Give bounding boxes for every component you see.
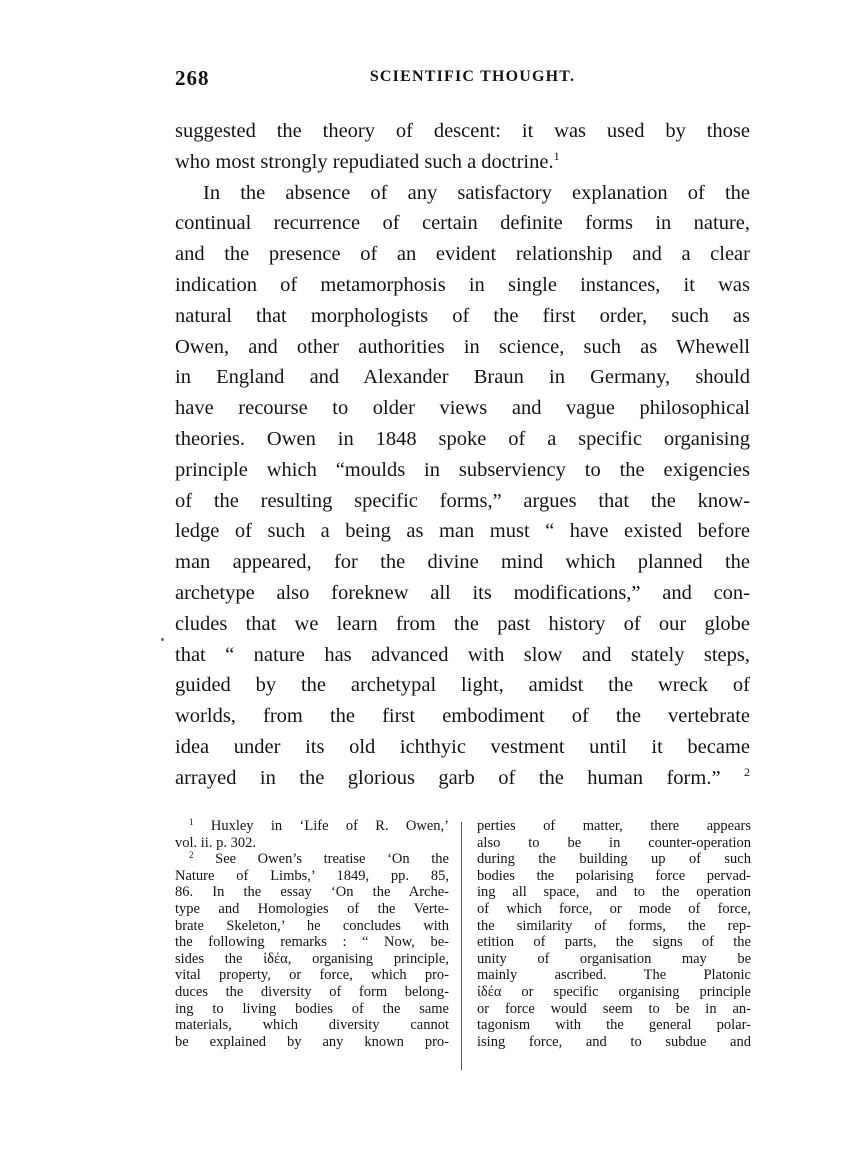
footnote-line: ing to living bodies of the same [175, 1000, 449, 1017]
footnote-line: etition of parts, the signs of the [477, 934, 751, 951]
body-line: continual recurrence of certain definite forms in nature, [175, 212, 750, 235]
body-line: archetype also foreknew all its modifications,” and con- [175, 581, 750, 604]
footnote-line: unity of organisation may be [477, 950, 751, 967]
body-line: Owen, and other authorities in science, such as Whewell [175, 335, 750, 358]
footnote-line: also to be in counter-operation [477, 834, 751, 851]
footnote-line: sides the ἰδέα, organising principle, [175, 950, 449, 967]
footnote-line: 86. In the essay ‘On the Arche- [175, 884, 449, 901]
footnote-mark: 2 [189, 850, 194, 861]
body-line: of the resulting specific forms,” argues that the know- [175, 489, 750, 512]
page-number: 268 [175, 66, 210, 90]
footnote-line: of which force, or mode of force, [477, 900, 751, 917]
body-line: cludes that we learn from the past history of our globe [175, 612, 750, 635]
footnote-mark: 2 [744, 764, 750, 779]
body-line: in England and Alexander Braun in Germany, should [175, 366, 750, 389]
footnotes-right-column [477, 818, 751, 1050]
body-line: indication of metamorphosis in single instances, it was [175, 273, 750, 296]
footnote-line: duces the diversity of form belong- [175, 983, 449, 1000]
footnote-line-text: See Owen’s treatise ‘On the [215, 851, 449, 868]
body-line-text: who most strongly repudiated such a doctrine. [175, 150, 554, 173]
body-line [175, 147, 750, 178]
footnote-line: materials, which diversity cannot [175, 1017, 449, 1034]
footnotes [175, 818, 753, 1078]
footnote-line [175, 818, 449, 835]
margin-mark [161, 638, 164, 641]
footnote-line-text: Huxley in ‘Life of R. Owen,’ [210, 818, 450, 834]
footnotes-left-column [175, 818, 449, 1050]
body-line: that “ nature has advanced with slow and stately steps, [175, 643, 750, 666]
footnote-line: tagonism with the general polar- [477, 1017, 751, 1034]
body-line: In the absence of any satisfactory explanation of the [203, 181, 750, 204]
footnote-line: the following remarks : “ Now, be- [175, 934, 449, 951]
footnote-line [175, 851, 449, 868]
body-line: worlds, from the first embodiment of the vertebrate [175, 705, 750, 728]
footnote-line: be explained by any known pro- [175, 1033, 449, 1050]
column-divider [461, 822, 462, 1070]
footnote-line: ἰδέα or specific organising principle [477, 983, 751, 1000]
footnote-line: during the building up of such [477, 851, 751, 868]
running-title: SCIENTIFIC THOUGHT. [369, 68, 576, 85]
footnote-line: type and Homologies of the Verte- [175, 900, 449, 917]
footnote-mark: 1 [553, 148, 560, 163]
body-line: suggested the theory of descent: it was used by those [175, 120, 750, 142]
footnote-line: the similarity of forms, the rep- [477, 917, 751, 934]
footnote-line: perties of matter, there appears [477, 818, 751, 834]
body-line: and the presence of an evident relationship and a clear [175, 243, 750, 266]
footnote-line: vital property, or force, which pro- [175, 967, 449, 984]
footnote-line: vol. ii. p. 302. [175, 834, 256, 851]
footnote-line: bodies the polarising force pervad- [477, 867, 751, 884]
footnote-mark: 1 [189, 817, 194, 827]
body-line: guided by the archetypal light, amidst the wreck of [175, 674, 750, 697]
body-line: idea under its old ichthyic vestment until it became [175, 735, 750, 758]
footnote-line: brate Skeleton,’ he concludes with [175, 917, 449, 934]
body-line: have recourse to older views and vague philosophical [175, 397, 750, 420]
body-line: natural that morphologists of the first order, such as [175, 304, 750, 327]
body-line: ledge of such a being as man must “ have existed before [175, 520, 750, 543]
footnote-line: ising force, and to subdue and [477, 1033, 751, 1050]
body-line: theories. Owen in 1848 spoke of a specific organising [175, 427, 750, 450]
body-line: principle which “moulds in subserviency to the exigencies [175, 458, 750, 481]
body-line [175, 763, 750, 794]
footnote-line: ing all space, and to the operation [477, 884, 751, 901]
footnote-line: mainly ascribed. The Platonic [477, 967, 751, 984]
body-line-text: arrayed in the glorious garb of the human form.” [175, 766, 721, 789]
running-head [175, 66, 750, 92]
body-line: man appeared, for the divine mind which planned the [175, 551, 750, 574]
body-text [175, 116, 750, 794]
footnote-line: or force would seem to be in an- [477, 1000, 751, 1017]
footnote-line: Nature of Limbs,’ 1849, pp. 85, [175, 867, 449, 884]
